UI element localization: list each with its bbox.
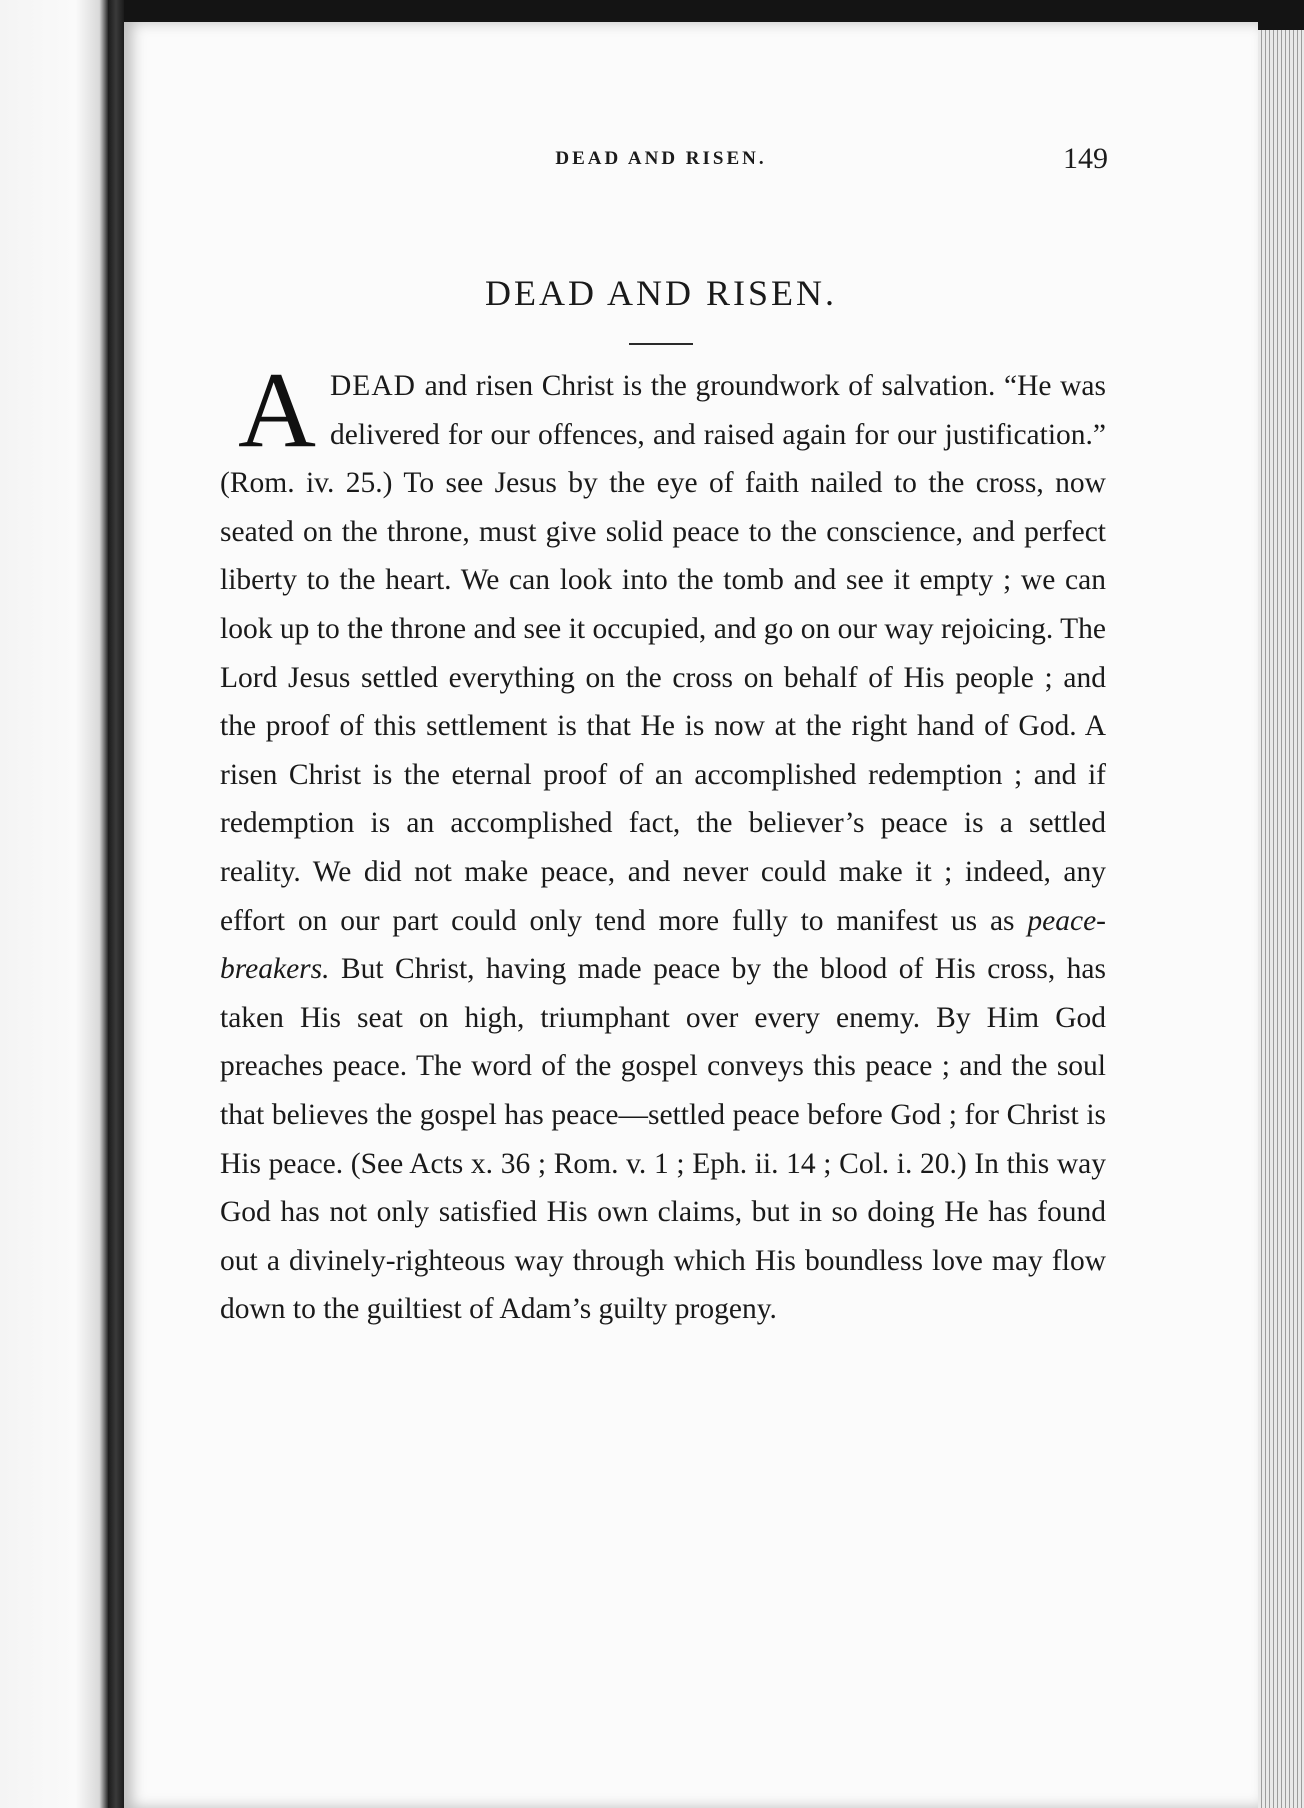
title-rule [629, 343, 693, 345]
left-page-edge [0, 0, 108, 1808]
page-stack-edge [1258, 30, 1304, 1808]
body-text-part-1: and risen Christ is the groundwork of salvation. “He was delivered for our offences, and raised again for our justification.” (Rom. iv. 25.) To see Jesus by the eye of faith nailed to the cross, now seated on the throne, must give solid peace to the conscience, and perfect liberty to the heart. We can look into the tomb and see it empty ; we can look up to the throne and see it occupied, and go on our way rejoicing. The Lord Jesus settled everything on the cross on behalf of His people ; and the proof of this settlement is that He is now at the right hand of God. A risen Christ is the eternal proof of an accomplished redemption ; and if redemption is an accomplished fact, the believer’s peace is a settled reality. We did not make peace, and never could make it ; indeed, any effort on our part could only tend more fully to manifest us as [220, 370, 1106, 937]
chapter-title-text: DEAD AND RISEN. [484, 273, 837, 313]
body-paragraph [220, 351, 1106, 1334]
italic-phrase: peace-breakers. [220, 904, 1106, 986]
book-page [124, 22, 1258, 1808]
running-head-title: DEAD AND RISEN. [555, 148, 767, 169]
chapter-title [124, 272, 1258, 314]
body-text-part-2: But Christ, having made peace by the blood of His cross, has taken His seat on high, triumphant over every enemy. By Him God preaches peace. The word of the gospel conveys this peace ; and the soul that believes the gospel has peace—settled peace before God ; for Christ is His peace. (See Acts x. 36 ; Rom. v. 1 ; Eph. ii. 14 ; Col. i. 20.) In this way God has not only satisfied His own claims, but in so doing He has found out a divinely-righteous way through which His boundless love may flow down to the guiltiest of Adam’s guilty progeny. [220, 953, 1106, 1326]
lead-in-word: DEAD [330, 370, 416, 402]
drop-cap: A [238, 351, 316, 470]
book-spine [108, 0, 124, 1808]
page-number: 149 [1063, 142, 1108, 175]
